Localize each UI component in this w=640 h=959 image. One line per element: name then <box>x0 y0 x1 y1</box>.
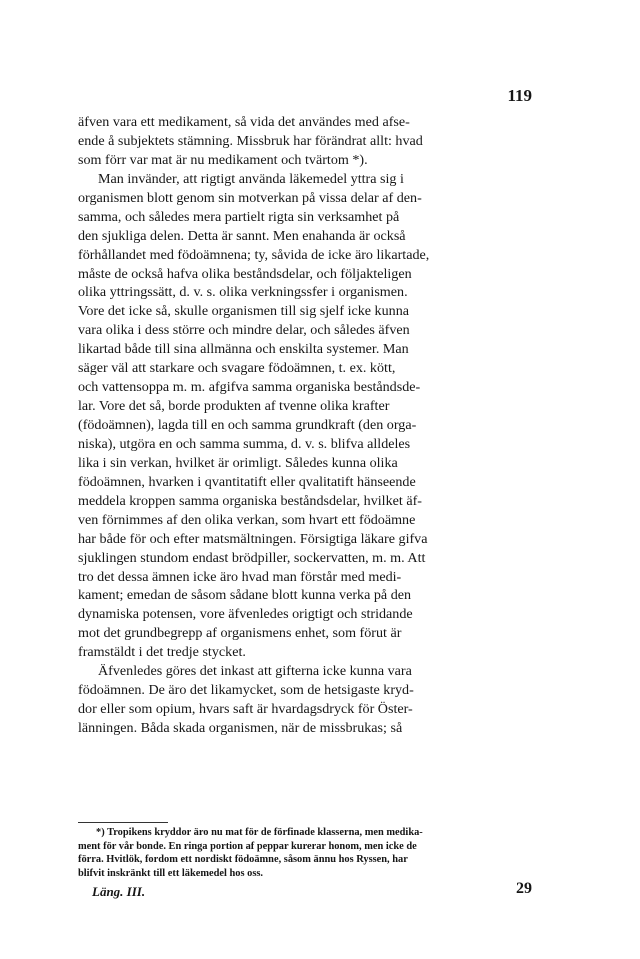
text-line: som förr var mat är nu medikament och tvärtom *). <box>78 151 368 168</box>
text-line: ende å subjektets stämning. Missbruk har förändrat allt: hvad <box>78 132 423 149</box>
text-line: tro det dessa ämnen icke äro hvad man förstår med medi- <box>78 568 402 585</box>
text-line: organismen blott genom sin motverkan på vissa delar af den- <box>78 189 422 206</box>
text-line: har både för och efter matsmältningen. Försigtiga läkare gifva <box>78 530 428 547</box>
text-line: framstäldt i det tredje stycket. <box>78 644 246 661</box>
sheet-number: 29 <box>516 880 532 897</box>
footnote-line: *) Tropikens kryddor äro nu mat för de förfinade klasserna, men medika- <box>96 827 423 838</box>
text-line: lika i sin verkan, hvilket är orimligt. Således kunna olika <box>78 454 398 471</box>
text-line: Vore det icke så, skulle organismen till sig sjelf icke kunna <box>78 303 410 320</box>
text-line: Äfvenledes göres det inkast att gifterna icke kunna vara <box>98 663 412 680</box>
signature-mark: Läng. III. <box>92 884 146 899</box>
text-line: kament; emedan de såsom sådane blott kunna verka på den <box>78 587 412 604</box>
text-line: förhållandet med födoämnena; ty, såvida de icke äro likartade, <box>78 246 430 263</box>
text-line: och vattensoppa m. m. afgifva samma organiska beståndsde- <box>78 379 421 396</box>
footnote <box>78 826 532 881</box>
footnote-line: blifvit inskränkt till ett läkemedel hos oss. <box>78 868 264 880</box>
text-line: niska), utgöra en och samma summa, d. v. s. blifva alldeles <box>78 435 411 452</box>
text-line: (födoämnen), lagda till en och samma grundkraft (den orga- <box>78 417 417 433</box>
text-line: vara olika i dess större och mindre delar, och således äfven <box>78 322 410 339</box>
text-line: lar. Vore det så, borde produkten af tvenne olika krafter <box>78 398 390 415</box>
text-line: födoämnen, hvarken i qvantitatift eller qvalitatift hänseende <box>78 473 416 490</box>
text-line: den sjukliga delen. Detta är sannt. Men enahanda är också <box>78 227 406 244</box>
body-text <box>78 113 532 738</box>
text-line: likartad både till sina allmänna och enskilta systemer. Man <box>78 341 409 358</box>
text-line: meddela kroppen samma organiska beståndsdelar, hvilket äf- <box>78 492 422 509</box>
footnote-line: förra. Hvitlök, fordom ett nordiskt födoämne, såsom ännu hos Ryssen, har <box>78 854 408 866</box>
text-line: ven förnimmes af den olika verkan, som hvart ett födoämne <box>78 511 416 528</box>
text-line: måste de också hafva olika beståndsdelar, och följakteligen <box>78 265 412 282</box>
text-line: äfven vara ett medikament, så vida det användes med afse- <box>78 114 410 130</box>
text-line: samma, och således mera partielt rigta sin verksamhet på <box>78 208 400 225</box>
text-line: olika yttringssätt, d. v. s. olika verkningssfer i organismen. <box>78 284 408 301</box>
text-line: säger väl att starkare och svagare födoämnen, t. ex. kött, <box>78 360 396 377</box>
text-line: dor eller som opium, hvars saft är hvardagsdryck för Öster- <box>78 701 413 718</box>
text-line: dynamiska potensen, vore äfvenledes origtigt och stridande <box>78 606 413 623</box>
text-line: mot det grundbegrepp af organismens enhet, som förut är <box>78 625 402 642</box>
text-line: födoämnen. De äro det likamycket, som de hetsigaste kryd- <box>78 682 414 699</box>
page-number: 119 <box>507 86 532 105</box>
footnote-line: ment för vår bonde. En ringa portion af peppar kurerar honom, men icke de <box>78 840 417 852</box>
text-line: Man invänder, att rigtigt använda läkemedel yttra sig i <box>98 170 404 187</box>
text-line: länningen. Båda skada organismen, när de missbrukas; så <box>78 720 403 736</box>
text-line: sjuklingen stundom endast brödpiller, sockervatten, m. m. Att <box>78 549 426 566</box>
footnote-rule <box>78 822 168 823</box>
